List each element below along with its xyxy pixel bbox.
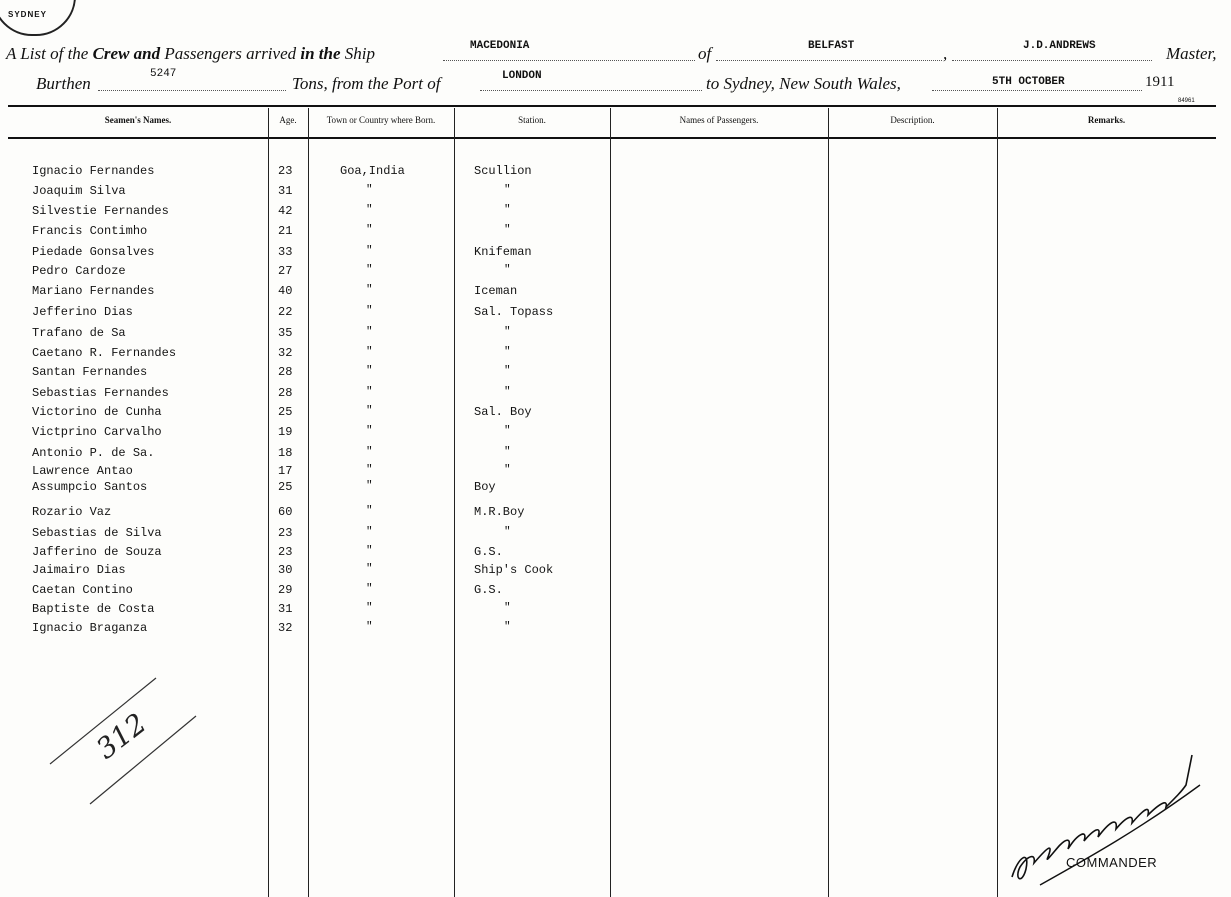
year bbox=[1145, 74, 1174, 91]
date-dotted-line bbox=[932, 90, 1142, 91]
crew-station-ditto: " bbox=[504, 621, 511, 633]
col-header-station: Station. bbox=[518, 115, 546, 125]
crew-born-ditto: " bbox=[366, 480, 373, 492]
header-crew-and: Crew and bbox=[92, 44, 161, 63]
crew-age: 30 bbox=[278, 563, 293, 577]
crew-station: Sal. Topass bbox=[474, 305, 554, 319]
col-divider-age bbox=[268, 108, 269, 897]
crew-station: Ship's Cook bbox=[474, 563, 554, 577]
crew-station: Iceman bbox=[474, 284, 518, 298]
table-top-rule bbox=[8, 105, 1216, 107]
crew-name: Sebastias Fernandes bbox=[32, 386, 169, 400]
master-dotted-line bbox=[952, 60, 1152, 61]
from-port-dotted-line bbox=[480, 90, 702, 91]
crew-name: Jafferino de Souza bbox=[32, 545, 162, 559]
arrival-date: 5TH OCTOBER bbox=[992, 76, 1065, 88]
header-line1-prefix bbox=[6, 44, 375, 64]
year-suffix: 11 bbox=[1160, 74, 1175, 90]
comma: , bbox=[943, 44, 948, 63]
port-of-registry: BELFAST bbox=[808, 40, 855, 52]
crew-name: Santan Fernandes bbox=[32, 365, 148, 379]
crew-name: Jefferino Dias bbox=[32, 305, 133, 319]
col-header-name: Seamen's Names. bbox=[104, 115, 172, 125]
crew-name: Victprino Carvalho bbox=[32, 425, 162, 439]
crew-station-ditto: " bbox=[504, 264, 511, 276]
crew-name: Sebastias de Silva bbox=[32, 526, 162, 540]
crew-age: 31 bbox=[278, 184, 293, 198]
col-header-born: Town or Country where Born. bbox=[326, 115, 436, 125]
crew-born-ditto: " bbox=[366, 365, 373, 377]
port-stamp bbox=[0, 0, 76, 36]
header-passengers-arrived: Passengers arrived bbox=[164, 44, 297, 63]
col-divider-remarks bbox=[997, 108, 998, 897]
burthen-label: Burthen bbox=[36, 74, 91, 93]
crew-born-ditto: " bbox=[366, 505, 373, 517]
crew-born-ditto: " bbox=[366, 621, 373, 633]
crew-station: Knifeman bbox=[474, 245, 532, 259]
crew-station-ditto: " bbox=[504, 326, 511, 338]
crew-age: 25 bbox=[278, 480, 293, 494]
crew-born-ditto: " bbox=[366, 425, 373, 437]
crew-born-ditto: " bbox=[366, 326, 373, 338]
ship-name: MACEDONIA bbox=[470, 40, 530, 52]
crew-name: Mariano Fernandes bbox=[32, 284, 155, 298]
col-header-passengers: Names of Passengers. bbox=[679, 115, 759, 125]
header-in-the: in the bbox=[300, 44, 341, 63]
crew-born-ditto: " bbox=[366, 184, 373, 196]
col-header-age: Age. bbox=[279, 115, 297, 125]
crew-station: G.S. bbox=[474, 545, 503, 559]
crew-station-ditto: " bbox=[504, 602, 511, 614]
table-header-rule bbox=[8, 137, 1216, 139]
crew-station-ditto: " bbox=[504, 386, 511, 398]
col-divider-description bbox=[828, 108, 829, 897]
crew-age: 19 bbox=[278, 425, 293, 439]
crew-station: M.R.Boy bbox=[474, 505, 525, 519]
master-name: J.D.ANDREWS bbox=[1023, 40, 1096, 52]
crew-age: 25 bbox=[278, 405, 293, 419]
col-header-description: Description. bbox=[890, 115, 935, 125]
crew-born-ditto: " bbox=[366, 224, 373, 236]
crew-name: Ignacio Braganza bbox=[32, 621, 148, 635]
crew-age: 27 bbox=[278, 264, 293, 278]
crew-age: 29 bbox=[278, 583, 293, 597]
crew-station: Scullion bbox=[474, 164, 532, 178]
crew-age: 42 bbox=[278, 204, 293, 218]
crew-name: Pedro Cardoze bbox=[32, 264, 126, 278]
burthen-value: 5247 bbox=[150, 68, 177, 80]
crew-born-ditto: " bbox=[366, 563, 373, 575]
header-list-of: A List of the bbox=[6, 44, 89, 63]
crew-born-ditto: " bbox=[366, 245, 373, 257]
crew-name: Lawrence Antao bbox=[32, 464, 133, 478]
crew-age: 28 bbox=[278, 386, 293, 400]
crew-station-ditto: " bbox=[504, 425, 511, 437]
crew-age: 31 bbox=[278, 602, 293, 616]
crew-born-ditto: " bbox=[366, 526, 373, 538]
pencil-annotation bbox=[48, 676, 218, 806]
crew-name: Rozario Vaz bbox=[32, 505, 112, 519]
crew-name: Antonio P. de Sa. bbox=[32, 446, 155, 460]
crew-born-ditto: " bbox=[366, 264, 373, 276]
to-sydney-label: to Sydney, New South Wales, bbox=[706, 74, 901, 93]
crew-name: Assumpcio Santos bbox=[32, 480, 148, 494]
crew-station-ditto: " bbox=[504, 464, 511, 476]
crew-born-ditto: " bbox=[366, 602, 373, 614]
crew-name: Joaquim Silva bbox=[32, 184, 126, 198]
crew-born-ditto: " bbox=[366, 284, 373, 296]
header-ship-label: Ship bbox=[344, 44, 376, 63]
pencil-number: 312 bbox=[89, 706, 153, 766]
crew-station: Boy bbox=[474, 480, 496, 494]
crew-age: 32 bbox=[278, 346, 293, 360]
crew-age: 28 bbox=[278, 365, 293, 379]
crew-name: Ignacio Fernandes bbox=[32, 164, 155, 178]
col-divider-station bbox=[454, 108, 455, 897]
crew-name: Caetan Contino bbox=[32, 583, 133, 597]
from-port: LONDON bbox=[502, 70, 542, 82]
crew-name: Silvestie Fernandes bbox=[32, 204, 169, 218]
crew-station-ditto: " bbox=[504, 204, 511, 216]
burthen-dotted-line bbox=[98, 90, 286, 91]
crew-born-ditto: " bbox=[366, 405, 373, 417]
crew-born-ditto: " bbox=[366, 305, 373, 317]
crew-age: 23 bbox=[278, 526, 293, 540]
crew-age: 40 bbox=[278, 284, 293, 298]
col-divider-born bbox=[308, 108, 309, 897]
crew-age: 23 bbox=[278, 164, 293, 178]
crew-age: 17 bbox=[278, 464, 293, 478]
crew-age: 33 bbox=[278, 245, 293, 259]
crew-name: Piedade Gonsalves bbox=[32, 245, 155, 259]
ship-dotted-line bbox=[443, 60, 695, 61]
crew-age: 23 bbox=[278, 545, 293, 559]
crew-born-ditto: " bbox=[366, 545, 373, 557]
tons-label: Tons, from the Port of bbox=[292, 74, 441, 93]
crew-born-ditto: " bbox=[366, 464, 373, 476]
year-prefix: 19 bbox=[1145, 74, 1160, 90]
crew-name: Victorino de Cunha bbox=[32, 405, 162, 419]
crew-station-ditto: " bbox=[504, 224, 511, 236]
crew-station-ditto: " bbox=[504, 184, 511, 196]
registry-dotted-line bbox=[716, 60, 942, 61]
crew-born-ditto: " bbox=[366, 346, 373, 358]
of-label: of bbox=[698, 44, 712, 63]
crew-name: Baptiste de Costa bbox=[32, 602, 155, 616]
crew-age: 21 bbox=[278, 224, 293, 238]
crew-name: Francis Contimho bbox=[32, 224, 148, 238]
form-number: 84961 bbox=[1178, 98, 1195, 104]
crew-station-ditto: " bbox=[504, 446, 511, 458]
crew-age: 22 bbox=[278, 305, 293, 319]
crew-born: Goa,India bbox=[340, 164, 405, 178]
col-header-remarks: Remarks. bbox=[1087, 115, 1126, 125]
crew-name: Caetano R. Fernandes bbox=[32, 346, 177, 360]
master-label: Master, bbox=[1166, 44, 1217, 63]
col-divider-passengers bbox=[610, 108, 611, 897]
captain-signature bbox=[1000, 745, 1210, 895]
crew-born-ditto: " bbox=[366, 446, 373, 458]
crew-age: 35 bbox=[278, 326, 293, 340]
crew-age: 60 bbox=[278, 505, 293, 519]
crew-born-ditto: " bbox=[366, 583, 373, 595]
commander-label: COMMANDER bbox=[1066, 855, 1158, 870]
crew-station-ditto: " bbox=[504, 365, 511, 377]
crew-station-ditto: " bbox=[504, 346, 511, 358]
crew-station: Sal. Boy bbox=[474, 405, 532, 419]
crew-age: 32 bbox=[278, 621, 293, 635]
crew-born-ditto: " bbox=[366, 386, 373, 398]
crew-born-ditto: " bbox=[366, 204, 373, 216]
crew-name: Trafano de Sa bbox=[32, 326, 126, 340]
crew-station: G.S. bbox=[474, 583, 503, 597]
crew-name: Jaimairo Dias bbox=[32, 563, 126, 577]
stamp-text: SYDNEY bbox=[8, 10, 47, 19]
crew-station-ditto: " bbox=[504, 526, 511, 538]
crew-age: 18 bbox=[278, 446, 293, 460]
